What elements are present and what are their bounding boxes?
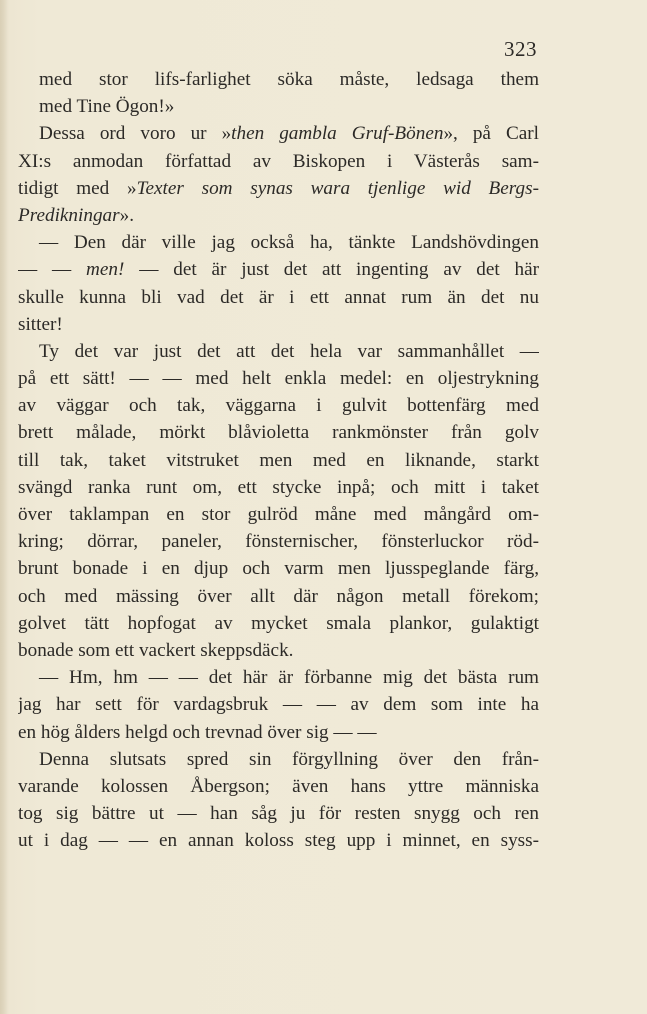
text-segment: brett målade, mörkt blåvioletta rankmönster från golv <box>18 422 539 444</box>
text-segment: Denna slutsats spred sin förgyllning över den från- <box>39 748 539 770</box>
text-line <box>18 773 539 800</box>
text-line <box>18 637 539 664</box>
text-line <box>18 827 539 854</box>
text-segment: svängd ranka runt om, ett stycke inpå; och mitt i taket <box>18 476 539 498</box>
text-line <box>18 447 539 474</box>
text-segment: bonade som ett vackert skeppsdäck. <box>18 639 294 661</box>
text-segment: Ty det var just det att det hela var sammanhållet — <box>39 340 539 362</box>
text-segment: », på Carl <box>443 123 539 145</box>
text-line <box>18 284 539 311</box>
text-segment: varande kolossen Åbergson; även hans yttre människa <box>18 775 539 797</box>
text-segment: golvet tätt hopfogat av mycket smala plankor, gulaktigt <box>18 612 539 634</box>
text-segment: och med mässing över allt där någon metall förekom; <box>18 585 539 607</box>
text-line <box>18 746 539 773</box>
text-line <box>18 338 539 365</box>
text-segment: på ett sätt! — — med helt enkla medel: en oljestrykning <box>18 368 539 390</box>
text-line <box>18 148 539 175</box>
text-line <box>18 555 539 582</box>
text-line <box>18 528 539 555</box>
body-text <box>18 66 539 854</box>
text-line <box>18 474 539 501</box>
text-line <box>18 392 539 419</box>
text-segment: jag har sett för vardagsbruk — — av dem som inte ha <box>18 694 539 716</box>
text-segment: XI:s anmodan författad av Biskopen i Västerås sam- <box>18 150 539 172</box>
italic-segment: men! <box>86 259 125 281</box>
gutter-shadow <box>0 0 8 1014</box>
text-segment: med stor lifs-farlighet söka måste, ledsaga them <box>39 69 539 90</box>
text-line <box>18 66 539 93</box>
text-segment: tidigt med » <box>18 177 137 199</box>
text-segment: — Den där ville jag också ha, tänkte Landshövdingen <box>39 232 539 254</box>
text-segment: Dessa ord voro ur » <box>39 123 232 145</box>
text-line <box>18 120 539 147</box>
text-line <box>18 583 539 610</box>
italic-segment: Texter som synas wara tjenlige wid Bergs- <box>136 177 539 199</box>
text-segment: sitter! <box>18 313 63 335</box>
text-line <box>18 229 539 256</box>
text-segment: ut i dag — — en annan koloss steg upp i minnet, en syss- <box>18 830 539 852</box>
text-segment: — Hm, hm — — det här är förbanne mig det bästa rum <box>39 667 539 689</box>
text-segment: — det är just det att ingenting av det här <box>124 259 539 281</box>
text-segment: till tak, taket vitstruket men med en liknande, starkt <box>18 449 539 471</box>
text-segment: kring; dörrar, paneler, fönsternischer, fönsterluckor röd- <box>18 531 539 553</box>
text-segment: — — <box>18 259 87 281</box>
text-line <box>18 175 539 202</box>
text-line <box>18 691 539 718</box>
text-line <box>18 719 539 746</box>
page-number: 323 <box>504 37 537 61</box>
text-line <box>18 800 539 827</box>
italic-segment: then gambla Gruf-Bönen <box>231 123 444 145</box>
text-line <box>18 419 539 446</box>
text-line <box>18 610 539 637</box>
text-segment: av väggar och tak, väggarna i gulvit bottenfärg med <box>18 395 539 417</box>
text-line <box>18 501 539 528</box>
text-segment: tog sig bättre ut — han såg ju för resten snygg och ren <box>18 803 539 825</box>
text-segment: en hög ålders helgd och trevnad över sig — — <box>18 721 377 743</box>
text-line <box>18 365 539 392</box>
text-line <box>18 202 539 229</box>
text-segment: brunt bonade i en djup och varm men ljusspeglande färg, <box>18 558 539 580</box>
italic-segment: Predikningar <box>18 204 120 226</box>
text-segment: över taklampan en stor gulröd måne med mångård om- <box>18 504 539 525</box>
text-line <box>18 93 539 120</box>
text-line <box>18 311 539 338</box>
text-line <box>18 664 539 691</box>
text-segment: skulle kunna bli vad det är i ett annat rum än det nu <box>18 286 539 308</box>
text-segment: ». <box>119 204 134 226</box>
text-line <box>18 256 539 283</box>
text-segment: med Tine Ögon!» <box>39 96 175 118</box>
